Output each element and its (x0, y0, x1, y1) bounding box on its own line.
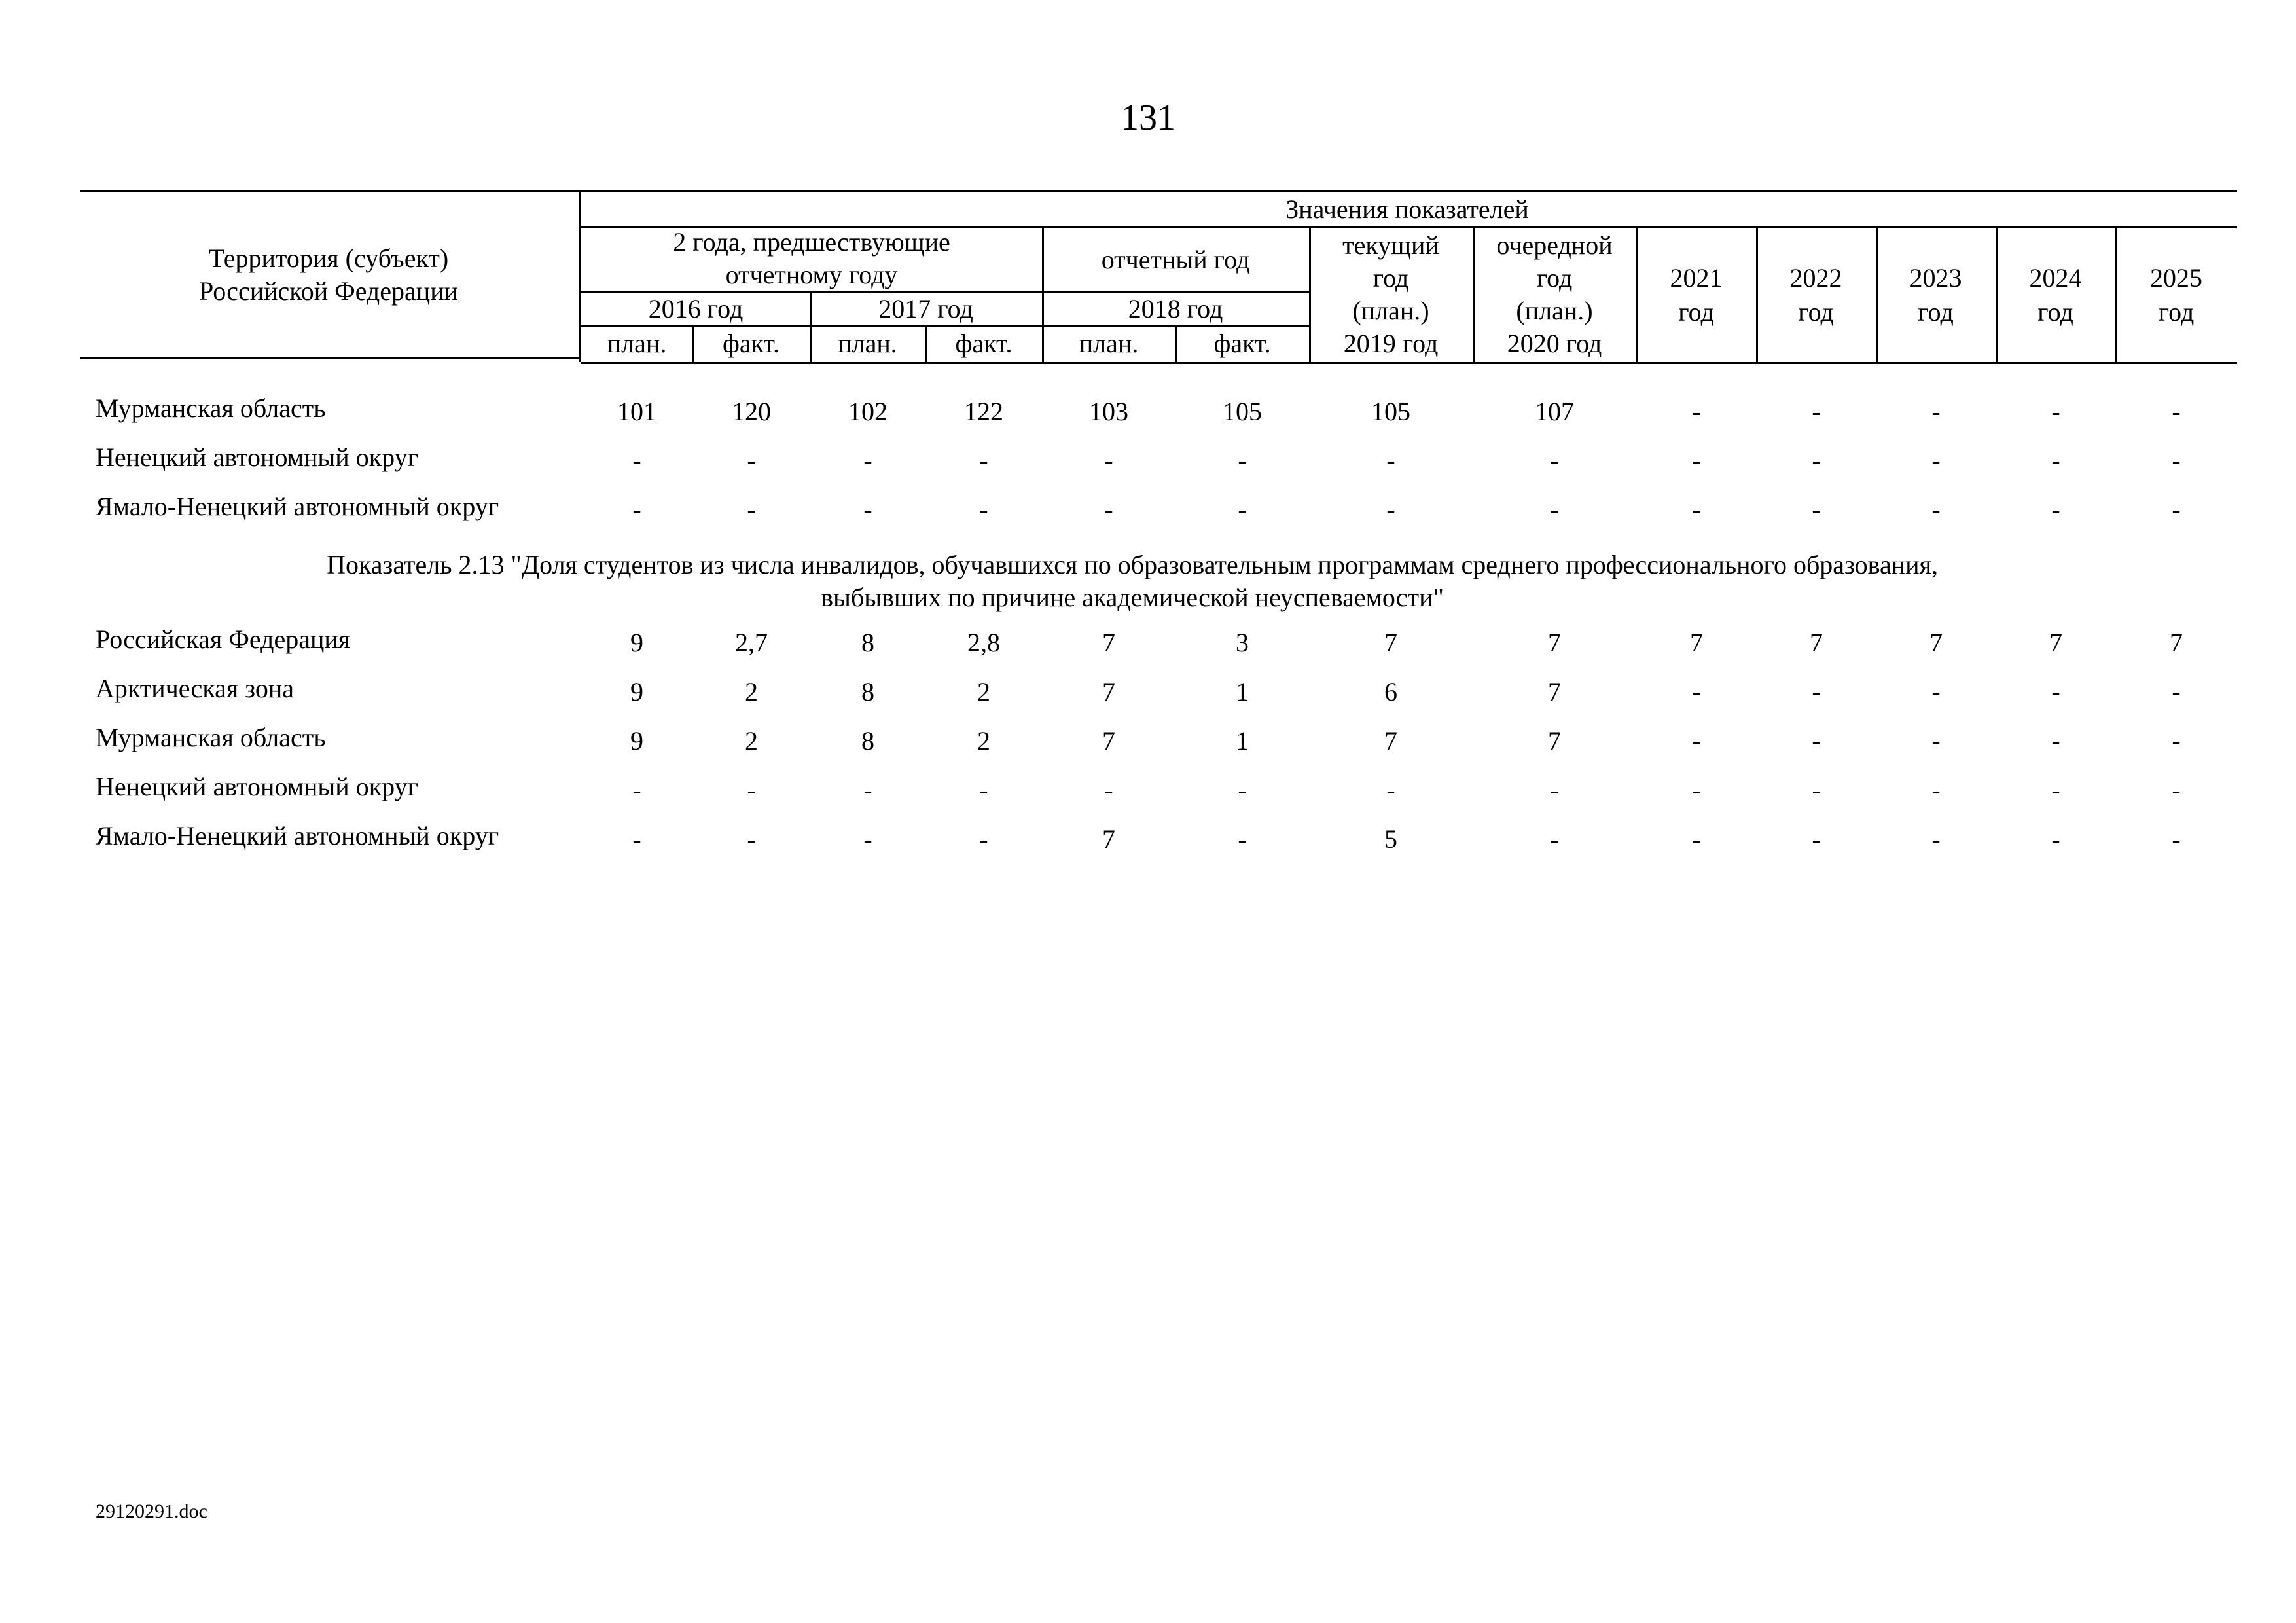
year-2017-header: 2017 год (878, 294, 973, 323)
table-cell: - (1812, 824, 1821, 854)
plan-2018-header: план. (1079, 329, 1139, 358)
table-cell: - (632, 495, 641, 524)
table-cell: - (2172, 446, 2181, 475)
table-cell: - (2172, 397, 2181, 426)
table-cell: 7 (1548, 628, 1561, 657)
table-cell: - (1692, 824, 1701, 854)
indicator-caption-line1: Показатель 2.13 "Доля студентов из числа инвалидов, обучавшихся по образовательным программам среднего профессионального образования, (327, 550, 1938, 579)
current-year-line4: 2019 год (1343, 329, 1439, 358)
page-number: 131 (1121, 98, 1175, 138)
table-cell: - (1238, 446, 1247, 475)
table-cell: - (2172, 824, 2181, 854)
table-cell: 8 (861, 726, 874, 756)
table-cell: 5 (1384, 824, 1397, 854)
year-2016-header: 2016 год (648, 294, 744, 323)
table-cell: 8 (861, 677, 874, 706)
table-cell: - (747, 495, 756, 524)
table-cell: - (1931, 775, 1941, 805)
table-row-label: Мурманская область (96, 723, 326, 752)
year-2022-number: 2022 (1789, 263, 1842, 293)
table-cell: - (2172, 677, 2181, 706)
table-cell: 105 (1371, 397, 1410, 426)
table-cell: - (1550, 775, 1559, 805)
table-cell: - (747, 775, 756, 805)
table-row-label: Ямало-Ненецкий автономный округ (96, 821, 499, 850)
table-cell: 9 (630, 628, 643, 657)
table-cell: 9 (630, 677, 643, 706)
table-cell: 3 (1236, 628, 1249, 657)
table-cell: 2 (745, 726, 758, 756)
table-top-border (80, 190, 2237, 192)
table-cell: 1 (1236, 677, 1249, 706)
table-cell: 7 (1102, 824, 1115, 854)
table-cell: - (1692, 397, 1701, 426)
table-cell: - (2051, 446, 2060, 475)
year-2024-word: год (2037, 297, 2073, 327)
table-cell: - (1812, 397, 1821, 426)
table-cell: 2 (977, 677, 990, 706)
table-cell: - (1692, 726, 1701, 756)
table-cell: - (632, 824, 641, 854)
table-cell: 7 (1102, 628, 1115, 657)
table-cell: - (2051, 677, 2060, 706)
two-years-header: 2 года, предшествующие отчетному году (673, 227, 950, 289)
table-cell: - (1104, 775, 1113, 805)
next-year-line2: год (1536, 263, 1573, 293)
table-cell: - (1812, 726, 1821, 756)
year-2022-word: год (1798, 297, 1834, 327)
current-year-line2: год (1372, 263, 1409, 293)
table-cell: 7 (1102, 726, 1115, 756)
table-cell: - (863, 446, 872, 475)
next-year-line3: (план.) (1516, 296, 1593, 325)
table-cell: - (2051, 824, 2060, 854)
table-cell: 9 (630, 726, 643, 756)
year-2023-word: год (1918, 297, 1954, 327)
table-cell: - (2172, 726, 2181, 756)
table-cell: - (1238, 775, 1247, 805)
table-cell: - (2051, 775, 2060, 805)
table-row-label: Мурманская область (96, 393, 326, 423)
year-2025-number: 2025 (2150, 263, 2202, 293)
table-cell: 102 (848, 397, 888, 426)
table-row-label: Ненецкий автономный округ (96, 772, 419, 801)
table-cell: 2 (745, 677, 758, 706)
table-cell: 6 (1384, 677, 1397, 706)
table-cell: - (747, 824, 756, 854)
table-cell: - (1550, 495, 1559, 524)
table-row-label: Ямало-Ненецкий автономный округ (96, 492, 499, 521)
table-cell: - (979, 446, 988, 475)
table-cell: 7 (1102, 677, 1115, 706)
table-cell: - (2051, 495, 2060, 524)
table-cell: - (1931, 726, 1941, 756)
table-cell: - (1238, 495, 1247, 524)
table-cell: 122 (964, 397, 1003, 426)
table-cell: 7 (1690, 628, 1703, 657)
table-cell: - (747, 446, 756, 475)
table-cell: - (2172, 495, 2181, 524)
next-year-line1: очередной (1496, 230, 1613, 260)
fact-2016-header: факт. (722, 329, 780, 358)
table-row-label: Российская Федерация (96, 625, 351, 654)
document-filename: 29120291.doc (96, 1501, 207, 1522)
values-header: Значения показателей (1285, 194, 1529, 224)
table-cell: - (1931, 677, 1941, 706)
year-2021-word: год (1678, 297, 1714, 327)
table-cell: - (1812, 775, 1821, 805)
table-cell: - (1692, 446, 1701, 475)
table-cell: - (979, 824, 988, 854)
table-cell: - (863, 775, 872, 805)
table-cell: 107 (1535, 397, 1574, 426)
year-2018-header: 2018 год (1128, 294, 1223, 323)
table-cell: 103 (1089, 397, 1128, 426)
table-cell: 7 (1548, 677, 1561, 706)
table-cell: - (1386, 446, 1395, 475)
table-cell: - (1812, 677, 1821, 706)
table-cell: - (1104, 495, 1113, 524)
fact-2017-header: факт. (955, 329, 1013, 358)
table-cell: - (1550, 446, 1559, 475)
header-bottom-border-right (581, 362, 2237, 364)
plan-2016-header: план. (607, 329, 667, 358)
table-row-label: Ненецкий автономный округ (96, 443, 419, 472)
table-cell: - (1812, 495, 1821, 524)
table-cell: - (2051, 397, 2060, 426)
table-cell: 7 (2170, 628, 2183, 657)
table-cell: - (632, 775, 641, 805)
table-cell: - (2051, 726, 2060, 756)
table-cell: - (2172, 775, 2181, 805)
year-2021-number: 2021 (1670, 263, 1723, 293)
table-cell: 120 (732, 397, 771, 426)
table-cell: - (1931, 446, 1941, 475)
table-cell: - (632, 446, 641, 475)
fact-2018-header: факт. (1213, 329, 1271, 358)
table-cell: 2,8 (967, 628, 1000, 657)
table-cell: 8 (861, 628, 874, 657)
year-2024-number: 2024 (2029, 263, 2082, 293)
table-cell: - (979, 775, 988, 805)
territory-header: Территория (субъект) Российской Федерации (198, 244, 459, 306)
current-year-line3: (план.) (1352, 296, 1429, 325)
table-cell: - (1550, 824, 1559, 854)
table-cell: - (863, 495, 872, 524)
table-cell: 7 (2049, 628, 2062, 657)
table-cell: 101 (617, 397, 656, 426)
table-cell: 7 (1548, 726, 1561, 756)
table-cell: - (1812, 446, 1821, 475)
table-cell: 1 (1236, 726, 1249, 756)
table-cell: - (1931, 397, 1941, 426)
indicator-caption-line2: выбывших по причине академической неуспеваемости" (821, 583, 1444, 612)
table-cell: - (1386, 495, 1395, 524)
table-cell: - (1238, 824, 1247, 854)
table-cell: - (1104, 446, 1113, 475)
table-cell: - (1931, 824, 1941, 854)
table-cell: 2 (977, 726, 990, 756)
plan-2017-header: план. (838, 329, 897, 358)
table-cell: 7 (1810, 628, 1823, 657)
table-cell: - (863, 824, 872, 854)
table-cell: - (1692, 495, 1701, 524)
table-cell: - (1692, 775, 1701, 805)
next-year-line4: 2020 год (1507, 329, 1602, 358)
table-cell: 7 (1384, 628, 1397, 657)
table-cell: - (1386, 775, 1395, 805)
year-2025-word: год (2158, 297, 2195, 327)
table-cell: - (1931, 495, 1941, 524)
header-bottom-border-left (80, 357, 581, 359)
table-cell: - (1692, 677, 1701, 706)
table-cell: 7 (1929, 628, 1943, 657)
table-row-label: Арктическая зона (96, 674, 295, 703)
table-cell: 7 (1384, 726, 1397, 756)
table-cell: 2,7 (735, 628, 768, 657)
current-year-line1: текущий (1342, 230, 1439, 260)
table-cell: 105 (1223, 397, 1262, 426)
table-cell: - (979, 495, 988, 524)
year-2023-number: 2023 (1909, 263, 1962, 293)
report-year-header: отчетный год (1101, 245, 1250, 274)
